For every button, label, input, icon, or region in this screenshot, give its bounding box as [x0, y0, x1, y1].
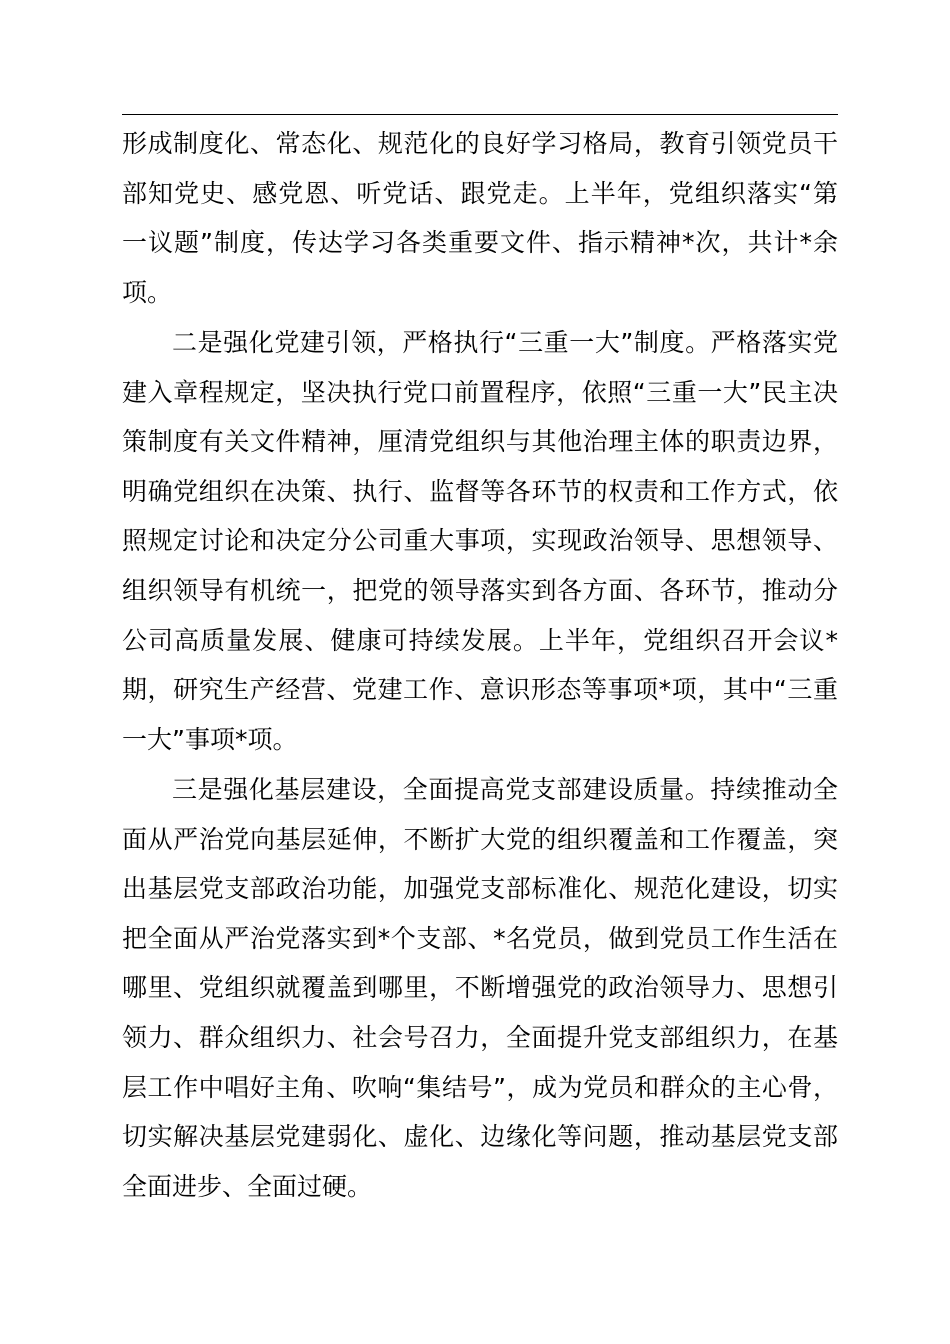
- paragraph-3: [122, 765, 838, 1211]
- paragraph-line: 照规定讨论和决定分公司重大事项，实现政治领导、思想领导、: [122, 526, 838, 556]
- paragraph-line: 期，研究生产经营、党建工作、意识形态等事项*项，其中“三重: [122, 675, 838, 705]
- paragraph-line: 项。: [122, 277, 173, 307]
- paragraph-line: 组织领导有机统一，把党的领导落实到各方面、各环节，推动分: [122, 575, 838, 605]
- paragraph-line: 全面进步、全面过硬。: [122, 1171, 373, 1201]
- paragraph-line: 三是强化基层建设，全面提高党支部建设质量。持续推动全: [172, 775, 838, 804]
- header-rule: [122, 114, 838, 115]
- paragraph-line: 部知党史、感党恩、听党话、跟党走。上半年，党组织落实“第: [122, 178, 838, 208]
- paragraph-2: [122, 318, 838, 764]
- paragraph-line: 一大”事项*项。: [122, 724, 298, 754]
- paragraph-line: 领力、群众组织力、社会号召力，全面提升党支部组织力，在基: [122, 1022, 838, 1052]
- paragraph-line: 面从严治党向基层延伸，不断扩大党的组织覆盖和工作覆盖，突: [122, 824, 838, 854]
- paragraph-line: 建入章程规定，坚决执行党口前置程序，依照“三重一大”民主决: [122, 377, 838, 407]
- paragraph-line: 把全面从严治党落实到*个支部、*名党员，做到党员工作生活在: [122, 923, 838, 953]
- paragraph-line: 哪里、党组织就覆盖到哪里，不断增强党的政治领导力、思想引: [122, 973, 838, 1003]
- paragraph-line: 一议题”制度，传达学习各类重要文件、指示精神*次，共计*余: [122, 228, 838, 258]
- paragraph-line: 出基层党支部政治功能，加强党支部标准化、规范化建设，切实: [122, 874, 838, 904]
- paragraph-line: 二是强化党建引领，严格执行“三重一大”制度。严格落实党: [172, 328, 838, 357]
- paragraph-line: 公司高质量发展、健康可持续发展。上半年，党组织召开会议*: [122, 625, 838, 655]
- paragraph-line: 形成制度化、常态化、规范化的良好学习格局，教育引领党员干: [122, 129, 838, 158]
- paragraph-1: [122, 119, 838, 317]
- paragraph-line: 切实解决基层党建弱化、虚化、边缘化等问题，推动基层党支部: [122, 1122, 838, 1152]
- paragraph-line: 层工作中唱好主角、吹响“集结号”，成为党员和群众的主心骨，: [122, 1072, 838, 1102]
- paragraph-line: 策制度有关文件精神，厘清党组织与其他治理主体的职责边界，: [122, 427, 838, 457]
- paragraph-line: 明确党组织在决策、执行、监督等各环节的权责和工作方式，依: [122, 476, 838, 506]
